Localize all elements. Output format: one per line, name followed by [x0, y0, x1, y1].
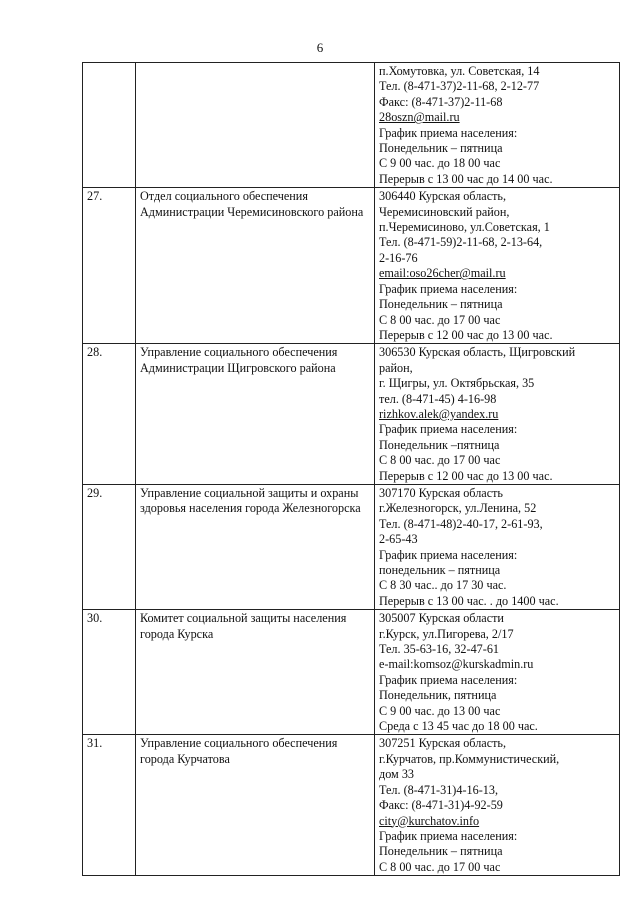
email-link[interactable]: 28oszn@mail.ru — [379, 110, 460, 125]
institution-name: Управление социального обеспечения города Курчатова — [136, 735, 375, 876]
institution-name: Комитет социальной защиты населения города Курска — [136, 610, 375, 735]
contact-line: График приема населения: — [379, 547, 518, 562]
contact-line: Черемисиновский район, — [379, 204, 510, 219]
contact-line: Тел. (8-471-48)2-40-17, 2-61-93, — [379, 516, 543, 531]
contact-line: С 8 00 час. до 17 00 час — [379, 859, 501, 874]
institutions-table-body — [83, 63, 620, 876]
table-row — [83, 610, 620, 735]
contact-line: График приема населения: — [379, 828, 518, 843]
table-row — [83, 484, 620, 609]
contact-line: Перерыв с 13 00 час. . до 1400 час. — [379, 593, 559, 608]
contact-line: 307251 Курская область, — [379, 736, 507, 751]
email-link[interactable]: email:oso26cher@mail.ru — [379, 266, 506, 281]
contact-line: Понедельник – пятница — [379, 297, 503, 312]
institution-name — [136, 63, 375, 188]
contact-line: 307170 Курская область — [379, 485, 503, 500]
row-number: 27. — [83, 188, 136, 344]
contact-line: Понедельник, пятница — [379, 688, 497, 703]
contact-line: Тел. 35-63-16, 32-47-61 — [379, 642, 500, 657]
contact-line: г. Щигры, ул. Октябрьская, 35 — [379, 376, 535, 391]
contact-line: С 8 00 час. до 17 00 час — [379, 312, 501, 327]
contact-line: С 8 00 час. до 17 00 час — [379, 453, 501, 468]
contact-line: г.Железногорск, ул.Ленина, 52 — [379, 501, 537, 516]
institution-name: Управление социальной защиты и охраны здоровья населения города Железногорска — [136, 484, 375, 609]
contact-line: С 9 00 час. до 13 00 час — [379, 703, 501, 718]
contact-line: Перерыв с 12 00 час до 13 00 час. — [379, 327, 553, 342]
institution-contacts — [375, 188, 620, 344]
table-row — [83, 344, 620, 485]
contact-line: г.Курчатов, пр.Коммунистический, — [379, 751, 560, 766]
contact-line: п.Хомутовка, ул. Советская, 14 — [379, 64, 540, 78]
contact-line: 306440 Курская область, — [379, 189, 507, 204]
contact-line: e-mail:komsoz@kurskadmin.ru — [379, 657, 534, 672]
contact-line: График приема населения: — [379, 281, 518, 296]
institution-contacts — [375, 735, 620, 876]
contact-line: Понедельник – пятница — [379, 844, 503, 859]
contact-line: тел. (8-471-45) 4-16-98 — [379, 391, 497, 406]
contact-line: понедельник – пятница — [379, 563, 501, 577]
institution-contacts — [375, 63, 620, 188]
contact-line: Тел. (8-471-59)2-11-68, 2-13-64, — [379, 235, 543, 250]
table-row — [83, 188, 620, 344]
contact-line: 306530 Курская область, Щигровский — [379, 345, 576, 360]
contact-line: 2-16-76 — [379, 250, 418, 265]
contact-line: Перерыв с 13 00 час до 14 00 час. — [379, 171, 553, 186]
institution-contacts — [375, 344, 620, 485]
contact-line: Факс: (8-471-31)4-92-59 — [379, 798, 503, 813]
institutions-table — [82, 62, 620, 876]
contact-line: Тел. (8-471-37)2-11-68, 2-12-77 — [379, 79, 540, 94]
institution-name: Отдел социального обеспечения Администрации Черемисиновского района — [136, 188, 375, 344]
page-number: 6 — [316, 40, 324, 55]
contact-line: С 8 30 час.. до 17 30 час. — [379, 578, 507, 593]
institution-contacts — [375, 610, 620, 735]
institution-name: Управление социального обеспечения Администрации Щигровского района — [136, 344, 375, 485]
contact-line: дом 33 — [379, 767, 415, 782]
contact-line: 2-65-43 — [379, 532, 418, 547]
contact-line: Среда с 13 45 час до 18 00 час. — [379, 719, 538, 734]
table-row — [83, 63, 620, 188]
contact-line: График приема населения: — [379, 125, 518, 140]
contact-line: График приема населения: — [379, 672, 518, 687]
row-number — [83, 63, 136, 188]
contact-line: Понедельник –пятница — [379, 437, 500, 452]
row-number: 30. — [83, 610, 136, 735]
email-link[interactable]: rizhkov.alek@yandex.ru — [379, 406, 499, 421]
contact-line: г.Курск, ул.Пигорева, 2/17 — [379, 626, 514, 641]
email-link[interactable]: city@kurchatov.info — [379, 813, 480, 828]
contact-line: С 9 00 час. до 18 00 час — [379, 156, 501, 171]
contact-line: Понедельник – пятница — [379, 141, 503, 156]
row-number: 29. — [83, 484, 136, 609]
contact-line: Тел. (8-471-31)4-16-13, — [379, 782, 498, 797]
row-number: 28. — [83, 344, 136, 485]
contact-line: п.Черемисиново, ул.Советская, 1 — [379, 220, 550, 235]
contact-line: График приема населения: — [379, 422, 518, 437]
contact-line: Перерыв с 12 00 час до 13 00 час. — [379, 468, 553, 483]
institution-contacts — [375, 484, 620, 609]
row-number: 31. — [83, 735, 136, 876]
contact-line: 305007 Курская области — [379, 611, 504, 626]
contact-line: Факс: (8-471-37)2-11-68 — [379, 94, 503, 109]
table-row — [83, 735, 620, 876]
contact-line: район, — [379, 360, 413, 375]
